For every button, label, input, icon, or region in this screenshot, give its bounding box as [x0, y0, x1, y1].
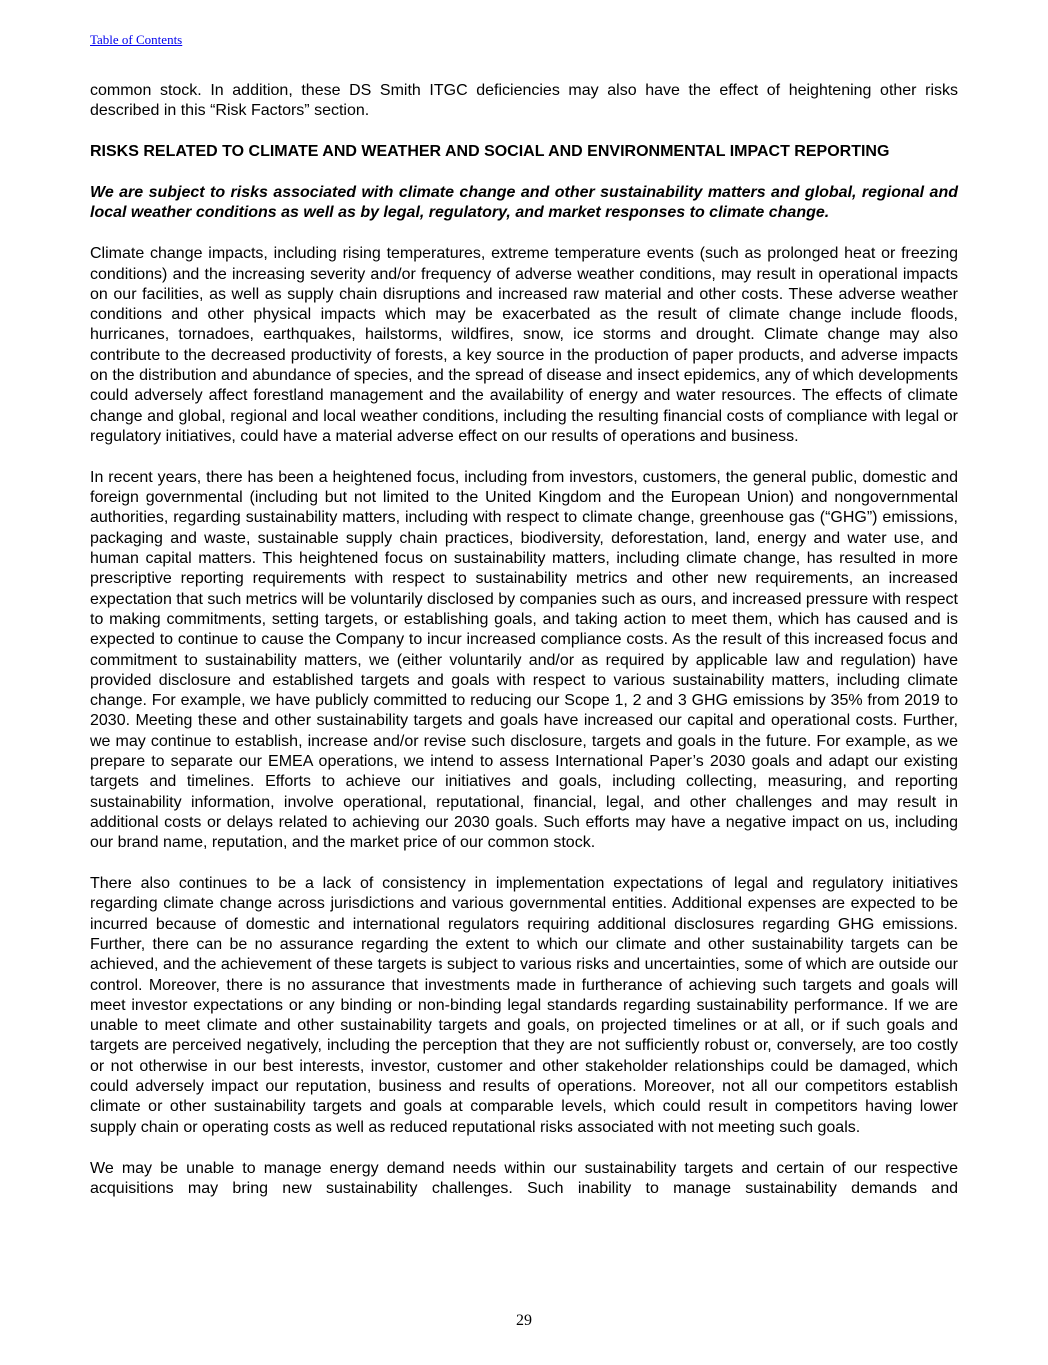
body-paragraph: In recent years, there has been a heightened focus, including from investors, customers, the general public, domestic and foreign governmental (including but not limited to the United Kingdom and the European Union) and nongovernmental authorities, regarding sustainability matters, including with respect to climate change, greenhouse gas (“GHG”) emissions, packaging and waste, sustainable supply chain practices, biodiversity, deforestation, land, energy and water use, and human capital matters. This heightened focus on sustainability matters, including climate change, has resulted in more prescriptive reporting requirements with respect to sustainability metrics and other new requirements, an increased expectation that such metrics will be voluntarily disclosed by companies such as ours, and increased pressure with respect to making commitments, setting targets, or establishing goals, and taking action to meet them, which has caused and is expected to continue to cause the Company to incur increased compliance costs. As the result of this increased focus and commitment to sustainability matters, we (either voluntarily and/or as required by applicable law and regulation) have provided disclosure and established targets and goals with respect to various sustainability matters, including climate change. For example, we have publicly committed to reducing our Scope 1, 2 and 3 GHG emissions by 35% from 2019 to 2030. Meeting these and other sustainability targets and goals have increased our capital and operational costs. Further, we may continue to establish, increase and/or revise such disclosure, targets and goals in the future. For example, as we prepare to separate our EMEA operations, we intend to assess International Paper’s 2030 goals and adapt our existing targets and timelines. Efforts to achieve our initiatives and goals, including collecting, measuring, and reporting sustainability information, involve operational, reputational, financial, legal, and other challenges and may result in additional costs or delays related to achieving our 2030 goals. Such efforts may have a negative impact on us, including our brand name, reputation, and the market price of our common stock.	[90, 468, 958, 852]
risk-factor-title: We are subject to risks associated with climate change and other sustainability matters and global, regional and local weather conditions as well as by legal, regulatory, and market responses to climate change.	[90, 184, 958, 222]
page-number: 29	[516, 1312, 532, 1329]
section-heading: RISKS RELATED TO CLIMATE AND WEATHER AND SOCIAL AND ENVIRONMENTAL IMPACT REPORTING	[90, 143, 890, 161]
table-of-contents-link[interactable]: Table of Contents	[90, 32, 183, 47]
body-paragraph: We may be unable to manage energy demand needs within our sustainability targets and certain of our respective acquisitions may bring new sustainability challenges. Such inability to manage sustainability demands and	[90, 1159, 958, 1197]
page-content	[90, 81, 958, 1220]
body-paragraph: There also continues to be a lack of consistency in implementation expectations of legal and regulatory initiatives regarding climate change across jurisdictions and various governmental entities. Additional expenses are expected to be incurred because of domestic and international regulators requiring additional disclosures regarding GHG emissions. Further, there can be no assurance regarding the extent to which our climate and other sustainability targets can be achieved, and the achievement of these targets is subject to various risks and uncertainties, some of which are outside our control. Moreover, there is no assurance that investments made in furtherance of achieving such targets and goals will meet investor expectations or any binding or non-binding legal standards regarding sustainability performance. If we are unable to meet climate and other sustainability targets and goals, on projected timelines or at all, or if such goals and targets are perceived negatively, including the perception that they are not sufficiently robust or, conversely, are too costly or not otherwise in our best interests, investor, customer and other stakeholder relationships could be damaged, which could adversely impact our reputation, business and results of operations. Moreover, not all our competitors establish climate or other sustainability targets and goals at comparable levels, which could result in competitors having lower supply chain or operating costs as well as reduced reputational risks associated with not meeting such goals.	[90, 875, 958, 1136]
intro-paragraph: common stock. In addition, these DS Smith ITGC deficiencies may also have the effect of heightening other risks described in this “Risk Factors” section.	[90, 82, 958, 120]
body-paragraph: Climate change impacts, including rising temperatures, extreme temperature events (such as prolonged heat or freezing conditions) and the increasing severity and/or frequency of adverse weather conditions, may result in operational impacts on our facilities, as well as supply chain disruptions and increased raw material and other costs. These adverse weather conditions and other physical impacts which may be exacerbated as the result of climate change include floods, hurricanes, tornadoes, earthquakes, hailstorms, wildfires, snow, ice storms and drought. Climate change may also contribute to the decreased productivity of forests, a key source in the production of paper products, and adverse impacts on the distribution and abundance of species, and the spread of disease and insect epidemics, any of which developments could adversely affect forestland management and the availability of energy and water resources. The effects of climate change and global, regional and local weather conditions, including the resulting financial costs of compliance with legal or regulatory initiatives, could have a material adverse effect on our results of operations and business.	[90, 245, 958, 445]
